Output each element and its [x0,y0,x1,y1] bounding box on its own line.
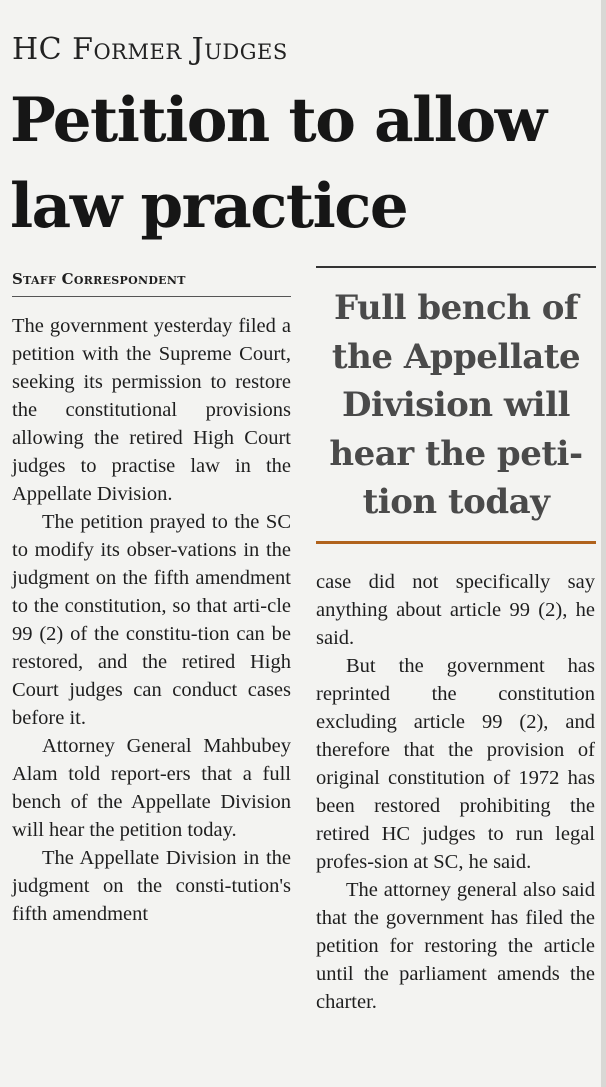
headline: Petition to allow law practice [10,85,546,242]
paragraph-4: The Appellate Division in the judgment on the consti-tution's fifth amendment [12,847,291,925]
pull-quote: Full bench of the Appellate Division will hear the peti-tion today [329,288,583,522]
left-column [12,312,291,928]
byline-rule [12,296,291,297]
pull-quote-top-rule [316,266,596,268]
page-edge [601,0,606,1087]
paragraph-7: The attorney general also said that the government has filed the petition for restoring the article until the parliament amends the charter. [316,879,595,1013]
paragraph-6: But the government has reprinted the constitution excluding article 99 (2), and therefore that the provision of original constitution of 1972 has been restored prohibiting the retired HC judges to run legal profes-sion at SC, he said. [316,655,595,873]
kicker: HC Former Judges [12,32,288,67]
pull-quote-bottom-rule [316,541,596,544]
paragraph-1: The government yesterday filed a petition with the Supreme Court, seeking its permission to restore the constitutional provisions allowing the retired High Court judges to practise law in the Appellate Division. [12,315,291,505]
paragraph-5: case did not specifically say anything about article 99 (2), he said. [316,571,595,649]
paragraph-3: Attorney General Mahbubey Alam told report-ers that a full bench of the Appellate Division will hear the petition today. [12,735,291,841]
right-column [316,568,595,1016]
paragraph-2: The petition prayed to the SC to modify its obser-vations in the judgment on the fifth amendment to the constitution, so that arti-cle 99 (2) of the constitu-tion can be restored, and the retired High Court judges can conduct cases before it. [12,511,291,729]
byline: Staff Correspondent [12,270,186,288]
